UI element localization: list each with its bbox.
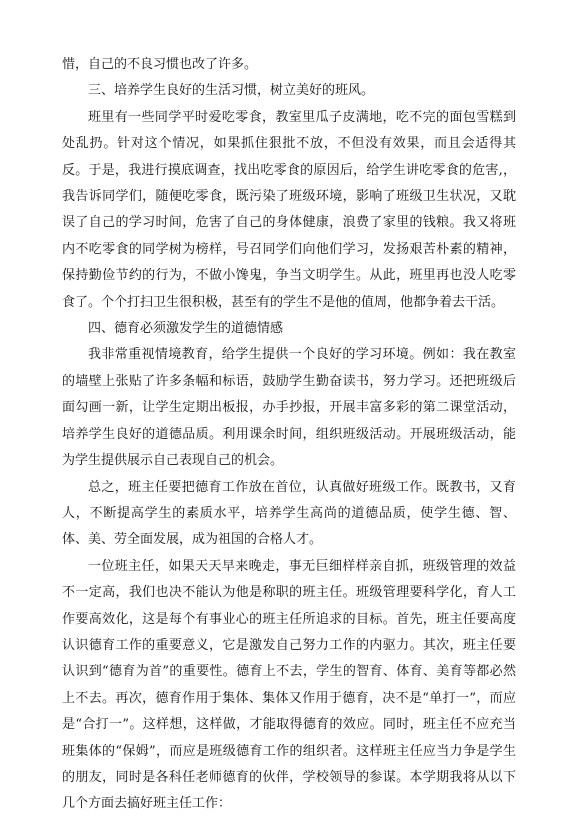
paragraph-summary: 总之，班主任要把德育工作放在首位，认真做好班级工作。既教书，又育人，不断提高学生的素质水平，培养学生高尚的道德品质，使学生德、智、体、美、劳全面发展，成为祖国的合格人才。 <box>62 479 516 548</box>
section-heading-4: 四、德育必须激发学生的道德情感 <box>88 321 284 337</box>
paragraph-snacks: 班里有一些同学平时爱吃零食，教室里瓜子皮满地，吃不完的面包雪糕到处乱扔。针对这个情况，如果抓住狠批不放，不但没有效果，而且会适得其反。于是，我进行摸底调查，找出吃零食的原因后，给学生讲吃零食的危害,，我告诉同学们，随便吃零食，既污染了班级环境，影响了班级卫生状况，又耽误了自己的学习时间，危害了自己的身体健康，浪费了家里的钱粮。我又将班内不吃零食的同学树为榜样，号召同学们向他们学习，发扬艰苦朴素的精神，保持勤俭节约的行为，不做小馋鬼，争当文明学生。从此，班里再也没人吃零食了。个个打扫卫生很积极，甚至有的学生不是他的值周，他都争着去干活。 <box>62 109 516 310</box>
document-page <box>62 52 516 818</box>
paragraph-situational-education: 我非常重视情境教育，给学生提供一个良好的学习环境。例如：我在教室的墙壁上张贴了许多条幅和标语，鼓励学生勤奋读书，努力学习。还把班级后面勾画一新，让学生定期出板报，办手抄报，开展丰富多彩的第二课堂活动，培养学生良好的道德品质。利用课余时间，组织班级活动。开展班级活动，能为学生提供展示自己表现自己的机会。 <box>62 347 516 469</box>
paragraph-class-teacher: 一位班主任，如果天天早来晚走，事无巨细样样亲自抓，班级管理的效益不一定高，我们也决不能认为他是称职的班主任。班级管理要科学化，育人工作要高效化，这是每个有事业心的班主任所追求的目标。首先，班主任要高度认识德育工作的重要意义，它是激发自己努力工作的内驱力。其次，班主任要认识到“德育为首”的重要性。德育上不去，学生的智育、体育、美育等都必然上不去。再次，德育作用于集体、集体又作用于德育，决不是“单打一”，而应是“合打一”。这样想，这样做，才能取得德育的效应。同时，班主任不应充当班集体的“保姆”，而应是班级德育工作的组织者。这样班主任应当力争是学生的朋友，同时是各科任老师德育的伙伴，学校领导的参谋。本学期我将从以下几个方面去搞好班主任工作： <box>62 558 516 812</box>
section-heading-3: 三、培养学生良好的生活习惯，树立美好的班风。 <box>88 83 375 99</box>
continued-paragraph: 惜，自己的不良习惯也改了许多。 <box>62 57 258 72</box>
